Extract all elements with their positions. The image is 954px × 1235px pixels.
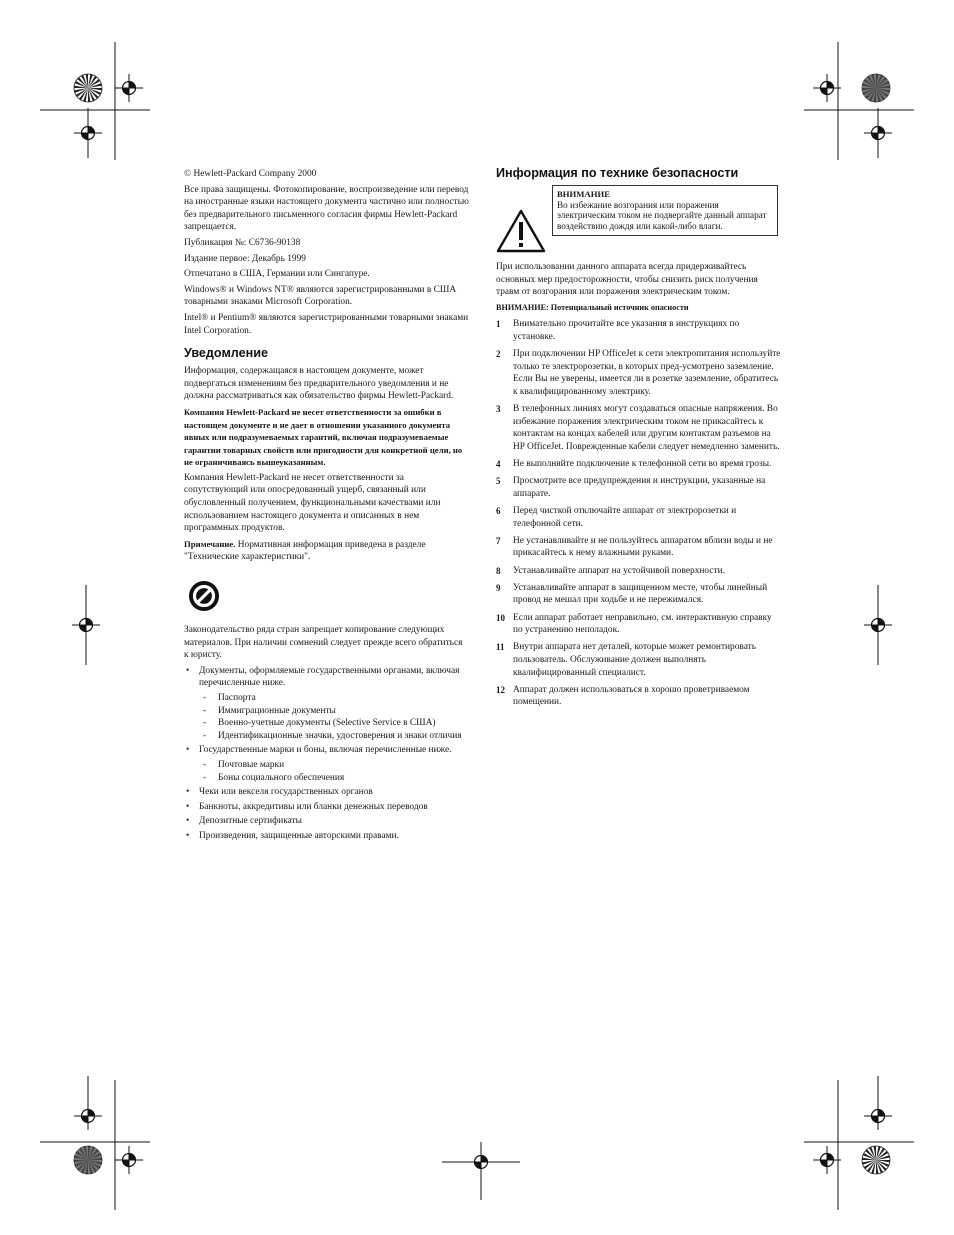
step-text: В телефонных линиях могут создаваться опасные напряжения. Во избежание поражения электрическим током не прикасайтесь к контактам на концах кабелей или другим контактам разъемов на HP OfficeJet. Поврежденные кабели следует немедленно заменить. bbox=[513, 404, 780, 452]
publication-number: Публикация №: C6736-90138 bbox=[184, 237, 301, 248]
step-text: Внутри аппарата нет деталей, которые может ремонтировать пользователь. Обслуживание должен выполнять квалифицированный специалист. bbox=[513, 642, 757, 678]
sunburst-target-icon bbox=[862, 74, 890, 102]
safety-step bbox=[496, 684, 781, 709]
notice-paragraph-2: Компания Hewlett-Packard не несет ответственности за сопутствующий или опосредованный ущерб, связанный или обусловленный получением, функциональными качествами или использованием настоящего документа и описанных в нем программных продуктов. bbox=[184, 472, 441, 534]
step-text: Устанавливайте аппарат в защищенном месте, чтобы линейный провод не мешал при ходьбе и не пережимался. bbox=[513, 582, 768, 606]
left-column bbox=[184, 168, 469, 845]
registration-mark-icon bbox=[74, 1102, 102, 1130]
step-number: 8 bbox=[496, 565, 501, 576]
step-text: Устанавливайте аппарат на устойчивой поверхности. bbox=[513, 565, 725, 576]
safety-step bbox=[496, 582, 781, 607]
sub-list-item: - Иммиграционные документы bbox=[203, 705, 469, 718]
step-number: 12 bbox=[496, 684, 505, 695]
regulatory-note bbox=[184, 538, 469, 564]
registration-mark-icon bbox=[115, 74, 143, 102]
step-number: 3 bbox=[496, 404, 501, 415]
sub-list-item: - Идентификационные значки, удостоверения и знаки отличия bbox=[203, 730, 469, 743]
sunburst-target-icon bbox=[74, 74, 102, 102]
prohibited-materials-list bbox=[184, 665, 469, 843]
copyright-line: © Hewlett-Packard Company 2000 bbox=[184, 169, 317, 179]
notice-paragraph-1: Информация, содержащаяся в настоящем документе, может подвергаться изменениям без предварительного уведомления и не должна рассматриваться как обязательство фирмы Hewlett-Packard. bbox=[184, 366, 454, 402]
step-text: При подключении HP OfficeJet к сети электропитания используйте только те электророзетки, в которых пред-усмотрено заземление. Если Вы не уверены, имеется ли в розетке заземление, обратитесь к квалифицированному электрику. bbox=[513, 349, 781, 397]
edition-line: Издание первое: Декабрь 1999 bbox=[184, 253, 306, 264]
registration-mark-icon bbox=[864, 611, 892, 639]
step-text: Внимательно прочитайте все указания в инструкциях по установке. bbox=[513, 319, 740, 342]
sub-list-item: - Паспорта bbox=[203, 692, 469, 705]
sub-list-item: - Почтовые марки bbox=[203, 759, 469, 772]
registration-mark-icon bbox=[467, 1148, 495, 1176]
step-number: 11 bbox=[496, 642, 505, 653]
step-text: Перед чисткой отключайте аппарат от электророзетки и телефонной сети. bbox=[513, 506, 737, 529]
list-item-text: Депозитные сертификаты bbox=[199, 816, 302, 827]
step-text: Если аппарат работает неправильно, см. интерактивную справку по устранению неполадок. bbox=[513, 612, 772, 636]
warranty-disclaimer: Компания Hewlett-Packard не несет ответственности за ошибки в настоящем документе и не дает в отношении указанного документа явных или подразумеваемых гарантий, включая подразумеваемые гарантии товарных свойств или пригодности для конкретной цели, но не ограничиваясь вышеуказанным. bbox=[184, 406, 463, 468]
registration-mark-icon bbox=[115, 1146, 143, 1174]
rights-paragraph: Все права защищены. Фотокопирование, воспроизведение или перевод на иностранные языки настоящего документа частично или полностью без предварительного письменного согласия фирмы Hewlett-Packard запрещается. bbox=[184, 184, 469, 233]
step-number: 10 bbox=[496, 612, 505, 623]
safety-step bbox=[496, 475, 781, 500]
step-text: Аппарат должен использоваться в хорошо проветриваемом помещении. bbox=[513, 684, 750, 708]
list-item bbox=[184, 665, 469, 743]
list-item bbox=[184, 830, 469, 843]
step-number: 9 bbox=[496, 582, 501, 593]
note-text: Нормативная информация приведена в разделе "Технические характеристики". bbox=[184, 539, 426, 563]
safety-heading: Информация по технике безопасности bbox=[496, 166, 739, 180]
safety-step bbox=[496, 612, 781, 637]
warning-block bbox=[496, 185, 781, 253]
sub-list bbox=[203, 759, 469, 784]
safety-step bbox=[496, 318, 781, 343]
list-item-text: Произведения, защищенные авторскими правами. bbox=[199, 830, 399, 841]
registration-mark-icon bbox=[72, 611, 100, 639]
list-item bbox=[184, 786, 469, 799]
list-item-text: Государственные марки и боны, включая перечисленные ниже. bbox=[199, 745, 452, 756]
sub-list-item: - Боны социального обеспечения bbox=[203, 772, 469, 785]
safety-step bbox=[496, 641, 781, 679]
list-item bbox=[184, 801, 469, 814]
safety-step bbox=[496, 403, 781, 453]
registration-mark-icon bbox=[864, 1102, 892, 1130]
step-number: 4 bbox=[496, 459, 501, 470]
note-label: Примечание. bbox=[184, 538, 236, 549]
step-number: 2 bbox=[496, 349, 501, 360]
caution-label: ВНИМАНИЕ: Потенциальный источник опасности bbox=[496, 302, 689, 312]
registration-mark-icon bbox=[74, 119, 102, 147]
step-text: Просмотрите все предупреждения и инструкции, указанные на аппарате. bbox=[513, 476, 766, 499]
safety-steps-list bbox=[496, 318, 781, 709]
right-column bbox=[496, 166, 781, 714]
list-item-text: Банкноты, аккредитивы или бланки денежных переводов bbox=[199, 801, 428, 812]
windows-trademark: Windows® и Windows NT® являются зарегистрированными в США товарными знаками Microsoft Corporation. bbox=[184, 284, 457, 308]
list-item-text: Чеки или векселя государственных органов bbox=[199, 787, 373, 798]
list-item bbox=[184, 815, 469, 828]
safety-step bbox=[496, 565, 781, 578]
warning-title: ВНИМАНИЕ bbox=[557, 189, 611, 199]
sunburst-target-icon bbox=[74, 1146, 102, 1174]
warning-text: Во избежание возгорания или поражения электрическим током не подвергайте данный аппарат воздействию дождя или какой-либо влаги. bbox=[557, 199, 767, 231]
list-item bbox=[184, 744, 469, 784]
notice-heading: Уведомление bbox=[184, 346, 268, 361]
registration-mark-icon bbox=[864, 119, 892, 147]
sub-list-item: - Военно-учетные документы (Selective Service в США) bbox=[203, 717, 469, 730]
safety-step bbox=[496, 535, 781, 560]
no-copy-icon bbox=[188, 580, 220, 612]
step-number: 5 bbox=[496, 476, 501, 487]
step-number: 6 bbox=[496, 506, 501, 517]
step-text: Не выполняйте подключение к телефонной сети во время грозы. bbox=[513, 459, 772, 470]
copy-law-paragraph: Законодательство ряда стран запрещает копирование следующих материалов. При наличии сомнений следует прежде всего обратиться к юристу. bbox=[184, 625, 463, 661]
warning-box bbox=[552, 185, 778, 236]
step-text: Не устанавливайте и не пользуйтесь аппаратом вблизи воды и не прикасайтесь к нему влажными руками. bbox=[513, 535, 773, 559]
safety-intro: При использовании данного аппарата всегда придерживайтесь основных мер предосторожности, чтобы снизить риск получения травм от возгорания или поражения электрическим током. bbox=[496, 262, 758, 298]
warning-triangle-icon bbox=[496, 209, 546, 253]
registration-mark-icon bbox=[813, 1146, 841, 1174]
no-copy-icon-box bbox=[184, 578, 469, 622]
safety-step bbox=[496, 505, 781, 530]
step-number: 7 bbox=[496, 535, 501, 546]
sunburst-target-icon bbox=[862, 1146, 890, 1174]
sub-list bbox=[203, 692, 469, 742]
registration-mark-icon bbox=[813, 74, 841, 102]
safety-step bbox=[496, 348, 781, 398]
step-number: 1 bbox=[496, 319, 501, 330]
printed-in-line: Отпечатано в США, Германии или Сингапуре. bbox=[184, 269, 370, 280]
intel-trademark: Intel® и Pentium® являются зарегистрированными товарными знаками Intel Corporation. bbox=[184, 312, 469, 336]
safety-step bbox=[496, 458, 781, 471]
list-item-text: Документы, оформляемые государственными органами, включая перечисленные ниже. bbox=[199, 665, 460, 689]
